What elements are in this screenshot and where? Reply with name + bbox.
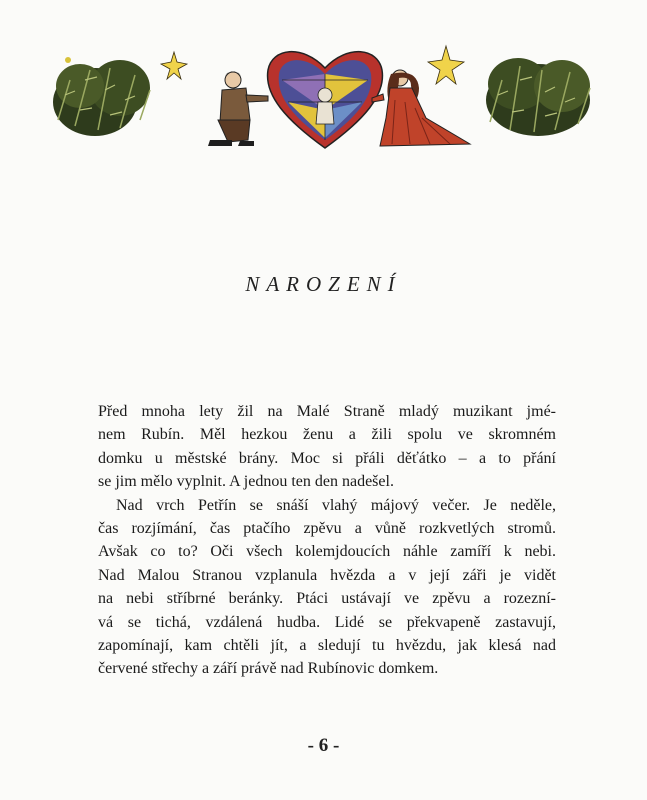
left-bush-icon: [53, 57, 150, 136]
text-line: domku u městské brány. Moc si přáli děťátko – a to přání: [98, 449, 556, 467]
text-line: nem Rubín. Měl hezkou ženu a žili spolu ve skromném: [98, 426, 556, 444]
text-line: na nebi stříbrné beránky. Ptáci ustávají ve zpěvu a rozezní-: [98, 590, 556, 608]
text-line: čas rozjímání, čas ptačího zpěvu a vůně rozkvetlých stromů.: [98, 520, 556, 538]
text-line: Nad Malou Stranou vzplanula hvězda a v její záři je vidět: [98, 566, 556, 584]
right-bush-icon: [486, 58, 590, 136]
man-figure-icon: [208, 71, 268, 146]
left-star-icon: [161, 52, 187, 79]
text-line: Před mnoha lety žil na Malé Straně mladý muzikant jmé-: [98, 403, 556, 420]
chapter-body: [98, 400, 556, 681]
paragraph-1: [98, 400, 556, 494]
heart-icon: [268, 52, 383, 148]
text-line: Avšak co to? Oči všech kolemjdoucích náhle zamíří k nebi.: [98, 543, 556, 561]
text-line: Nad vrch Petřín se snáší vlahý májový večer. Je neděle,: [116, 496, 556, 514]
text-line: vá se tichá, vzdálená hudba. Lidé se překvapeně zastavují,: [98, 613, 556, 631]
text-line: červené střechy a září právě nad Rubínovic domkem.: [98, 660, 439, 678]
text-line: zapomínají, kam chtěli jít, a sledují tu hvězdu, jak klesá nad: [98, 637, 556, 655]
paragraph-2: [98, 494, 556, 681]
chapter-title: NAROZENÍ: [245, 272, 402, 296]
right-star-icon: [428, 46, 464, 84]
page-number: - 6 -: [307, 735, 340, 756]
header-illustration: [50, 40, 600, 152]
text-line: se jim mělo vyplnit. A jednou ten den nadešel.: [98, 473, 394, 491]
